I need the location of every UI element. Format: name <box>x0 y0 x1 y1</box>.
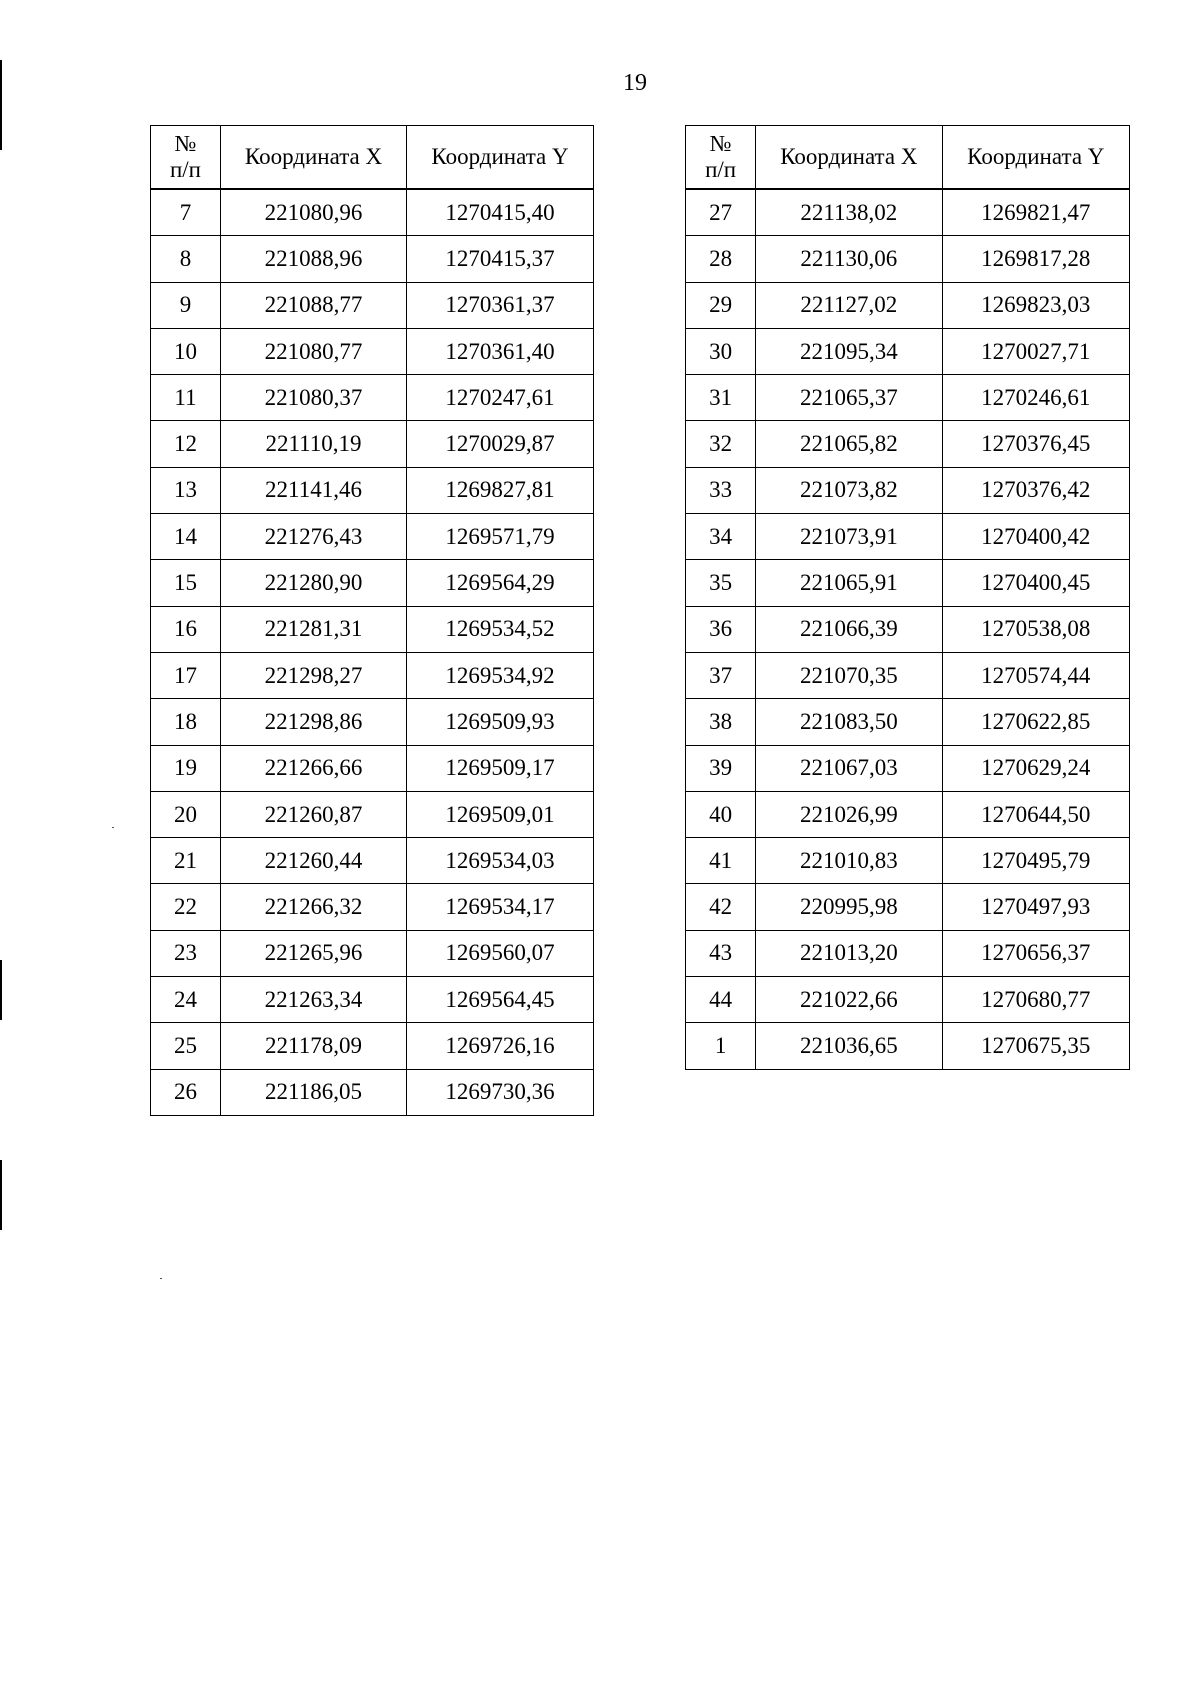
coordinates-table-left <box>150 125 594 1116</box>
cell-point-number: 17 <box>151 652 221 698</box>
table-row <box>686 467 1130 513</box>
cell-point-number: 7 <box>151 189 221 236</box>
cell-point-number: 29 <box>686 282 756 328</box>
cell-point-number: 25 <box>151 1023 221 1069</box>
cell-point-number: 44 <box>686 977 756 1023</box>
cell-coordinate-y: 1269564,29 <box>407 560 594 606</box>
cell-point-number: 11 <box>151 375 221 421</box>
header-x: Координата X <box>221 126 407 190</box>
cell-coordinate-x: 221298,27 <box>221 652 407 698</box>
cell-coordinate-x: 221013,20 <box>756 930 942 976</box>
cell-coordinate-y: 1269817,28 <box>942 236 1129 282</box>
cell-point-number: 15 <box>151 560 221 606</box>
cell-coordinate-y: 1270361,40 <box>407 328 594 374</box>
table-row <box>151 977 594 1023</box>
cell-coordinate-y: 1270629,24 <box>942 745 1129 791</box>
table-row <box>151 375 594 421</box>
cell-coordinate-y: 1270029,87 <box>407 421 594 467</box>
cell-coordinate-y: 1269821,47 <box>942 189 1129 236</box>
cell-coordinate-x: 221130,06 <box>756 236 942 282</box>
cell-point-number: 8 <box>151 236 221 282</box>
cell-point-number: 37 <box>686 652 756 698</box>
cell-coordinate-x: 221260,44 <box>221 838 407 884</box>
table-row <box>686 930 1130 976</box>
cell-coordinate-y: 1269726,16 <box>407 1023 594 1069</box>
cell-coordinate-y: 1270574,44 <box>942 652 1129 698</box>
cell-coordinate-y: 1270400,42 <box>942 514 1129 560</box>
table-row <box>686 1023 1130 1069</box>
cell-coordinate-x: 221073,82 <box>756 467 942 513</box>
table-body-left <box>151 189 594 1115</box>
cell-point-number: 32 <box>686 421 756 467</box>
cell-point-number: 20 <box>151 791 221 837</box>
cell-coordinate-y: 1269564,45 <box>407 977 594 1023</box>
table-row <box>151 328 594 374</box>
cell-point-number: 22 <box>151 884 221 930</box>
cell-coordinate-x: 221265,96 <box>221 930 407 976</box>
cell-coordinate-x: 221088,96 <box>221 236 407 282</box>
table-row <box>151 560 594 606</box>
cell-point-number: 31 <box>686 375 756 421</box>
cell-coordinate-x: 221080,96 <box>221 189 407 236</box>
table-row <box>686 421 1130 467</box>
table-row <box>151 236 594 282</box>
cell-point-number: 34 <box>686 514 756 560</box>
cell-point-number: 39 <box>686 745 756 791</box>
cell-point-number: 10 <box>151 328 221 374</box>
cell-coordinate-x: 220995,98 <box>756 884 942 930</box>
cell-coordinate-x: 221066,39 <box>756 606 942 652</box>
cell-coordinate-y: 1270400,45 <box>942 560 1129 606</box>
cell-coordinate-x: 221266,32 <box>221 884 407 930</box>
table-row <box>151 1023 594 1069</box>
cell-point-number: 16 <box>151 606 221 652</box>
cell-coordinate-x: 221067,03 <box>756 745 942 791</box>
table-row <box>151 652 594 698</box>
cell-coordinate-y: 1269534,03 <box>407 838 594 884</box>
table-row <box>686 652 1130 698</box>
cell-coordinate-x: 221065,91 <box>756 560 942 606</box>
cell-coordinate-x: 221080,37 <box>221 375 407 421</box>
cell-coordinate-y: 1269823,03 <box>942 282 1129 328</box>
cell-coordinate-y: 1270644,50 <box>942 791 1129 837</box>
table-row <box>151 606 594 652</box>
cell-coordinate-x: 221088,77 <box>221 282 407 328</box>
table-row <box>686 560 1130 606</box>
cell-coordinate-y: 1270495,79 <box>942 838 1129 884</box>
cell-coordinate-x: 221276,43 <box>221 514 407 560</box>
cell-coordinate-y: 1270497,93 <box>942 884 1129 930</box>
table-row <box>686 699 1130 745</box>
cell-point-number: 23 <box>151 930 221 976</box>
table-row <box>151 514 594 560</box>
cell-coordinate-x: 221298,86 <box>221 699 407 745</box>
table-row <box>686 884 1130 930</box>
cell-coordinate-y: 1270415,40 <box>407 189 594 236</box>
cell-point-number: 41 <box>686 838 756 884</box>
header-y: Координата Y <box>942 126 1129 190</box>
cell-point-number: 14 <box>151 514 221 560</box>
table-row <box>686 236 1130 282</box>
table-row <box>151 189 594 236</box>
table-row <box>151 421 594 467</box>
cell-point-number: 1 <box>686 1023 756 1069</box>
cell-coordinate-y: 1270622,85 <box>942 699 1129 745</box>
cell-point-number: 28 <box>686 236 756 282</box>
page-number: 19 <box>623 70 647 96</box>
table-row <box>686 838 1130 884</box>
scan-edge-mark <box>0 960 2 1020</box>
table-row <box>151 930 594 976</box>
coordinates-table-right <box>685 125 1130 1070</box>
scan-speck <box>112 827 114 828</box>
header-y: Координата Y <box>407 126 594 190</box>
table-row <box>686 514 1130 560</box>
cell-coordinate-y: 1269509,01 <box>407 791 594 837</box>
header-num: № п/п <box>686 126 756 190</box>
cell-coordinate-y: 1269534,52 <box>407 606 594 652</box>
cell-coordinate-x: 221080,77 <box>221 328 407 374</box>
cell-coordinate-y: 1269571,79 <box>407 514 594 560</box>
table-row <box>151 791 594 837</box>
table-row <box>686 282 1130 328</box>
table-row <box>151 1069 594 1115</box>
cell-coordinate-x: 221010,83 <box>756 838 942 884</box>
cell-point-number: 12 <box>151 421 221 467</box>
cell-point-number: 27 <box>686 189 756 236</box>
cell-point-number: 43 <box>686 930 756 976</box>
cell-coordinate-y: 1270415,37 <box>407 236 594 282</box>
cell-point-number: 30 <box>686 328 756 374</box>
table-row <box>151 884 594 930</box>
cell-coordinate-y: 1269560,07 <box>407 930 594 976</box>
cell-coordinate-x: 221095,34 <box>756 328 942 374</box>
cell-point-number: 38 <box>686 699 756 745</box>
table-header-row <box>151 126 594 190</box>
cell-coordinate-y: 1270246,61 <box>942 375 1129 421</box>
cell-coordinate-y: 1270675,35 <box>942 1023 1129 1069</box>
cell-coordinate-x: 221065,82 <box>756 421 942 467</box>
table-row <box>151 282 594 328</box>
cell-coordinate-x: 221127,02 <box>756 282 942 328</box>
table-row <box>151 467 594 513</box>
cell-point-number: 26 <box>151 1069 221 1115</box>
cell-coordinate-y: 1269509,17 <box>407 745 594 791</box>
cell-coordinate-x: 221138,02 <box>756 189 942 236</box>
table-row <box>686 375 1130 421</box>
cell-coordinate-x: 221263,34 <box>221 977 407 1023</box>
cell-coordinate-y: 1270656,37 <box>942 930 1129 976</box>
cell-coordinate-x: 221073,91 <box>756 514 942 560</box>
cell-point-number: 40 <box>686 791 756 837</box>
table-row <box>686 791 1130 837</box>
cell-coordinate-y: 1270376,45 <box>942 421 1129 467</box>
cell-coordinate-x: 221022,66 <box>756 977 942 1023</box>
cell-coordinate-x: 221186,05 <box>221 1069 407 1115</box>
cell-coordinate-x: 221280,90 <box>221 560 407 606</box>
cell-coordinate-x: 221178,09 <box>221 1023 407 1069</box>
cell-point-number: 13 <box>151 467 221 513</box>
table-row <box>686 745 1130 791</box>
table-row <box>151 699 594 745</box>
header-num: № п/п <box>151 126 221 190</box>
header-x: Координата X <box>756 126 942 190</box>
table-row <box>686 189 1130 236</box>
cell-coordinate-y: 1270361,37 <box>407 282 594 328</box>
scan-edge-mark <box>0 1160 2 1230</box>
cell-point-number: 42 <box>686 884 756 930</box>
table-row <box>686 606 1130 652</box>
cell-point-number: 36 <box>686 606 756 652</box>
cell-point-number: 19 <box>151 745 221 791</box>
cell-coordinate-y: 1270027,71 <box>942 328 1129 374</box>
cell-point-number: 33 <box>686 467 756 513</box>
cell-coordinate-x: 221110,19 <box>221 421 407 467</box>
scan-speck <box>160 1278 162 1279</box>
cell-coordinate-x: 221026,99 <box>756 791 942 837</box>
cell-coordinate-x: 221141,46 <box>221 467 407 513</box>
table-body-right <box>686 189 1130 1069</box>
cell-coordinate-y: 1269534,17 <box>407 884 594 930</box>
cell-coordinate-x: 221266,66 <box>221 745 407 791</box>
cell-point-number: 21 <box>151 838 221 884</box>
cell-point-number: 18 <box>151 699 221 745</box>
cell-point-number: 9 <box>151 282 221 328</box>
cell-coordinate-y: 1270247,61 <box>407 375 594 421</box>
cell-coordinate-x: 221260,87 <box>221 791 407 837</box>
cell-coordinate-y: 1269827,81 <box>407 467 594 513</box>
cell-coordinate-y: 1270376,42 <box>942 467 1129 513</box>
cell-point-number: 24 <box>151 977 221 1023</box>
table-row <box>151 745 594 791</box>
cell-coordinate-x: 221065,37 <box>756 375 942 421</box>
cell-coordinate-y: 1269534,92 <box>407 652 594 698</box>
table-row <box>151 838 594 884</box>
cell-coordinate-y: 1269730,36 <box>407 1069 594 1115</box>
cell-coordinate-y: 1270538,08 <box>942 606 1129 652</box>
cell-coordinate-x: 221036,65 <box>756 1023 942 1069</box>
cell-coordinate-x: 221281,31 <box>221 606 407 652</box>
table-row <box>686 328 1130 374</box>
cell-coordinate-y: 1269509,93 <box>407 699 594 745</box>
cell-point-number: 35 <box>686 560 756 606</box>
cell-coordinate-x: 221070,35 <box>756 652 942 698</box>
cell-coordinate-x: 221083,50 <box>756 699 942 745</box>
table-row <box>686 977 1130 1023</box>
cell-coordinate-y: 1270680,77 <box>942 977 1129 1023</box>
table-header-row <box>686 126 1130 190</box>
